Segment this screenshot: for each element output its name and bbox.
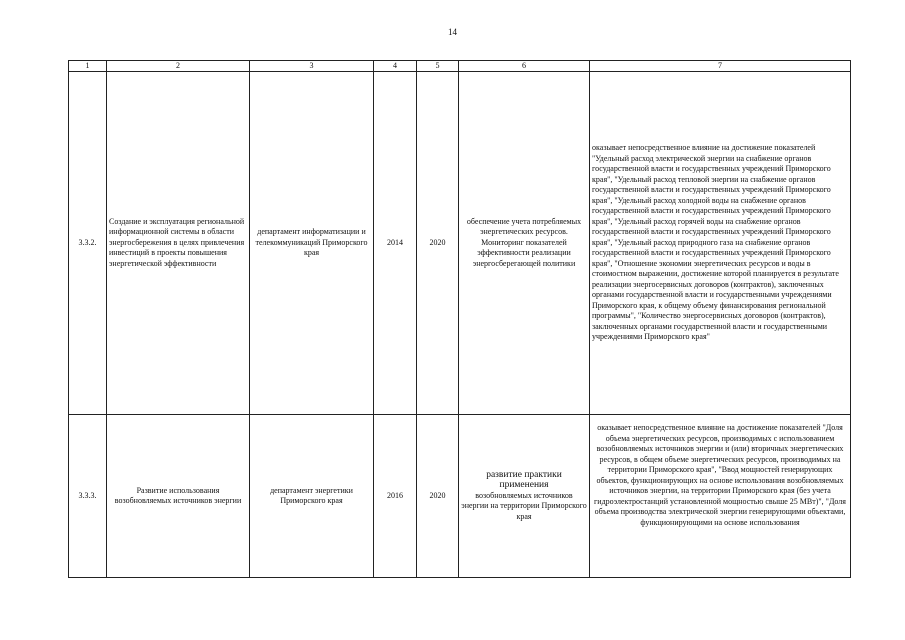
row-number: 3.3.3.: [69, 415, 107, 578]
indicator-impact-cell: [590, 415, 851, 578]
column-header: 3: [250, 61, 374, 72]
indicator-impact: оказывает непосредственное влияние на достижение показателей "Удельный расход электрической энергии на снабжение органов государственной власти и государственных учреждений Приморского края", "Удельный расход тепловой энергии на снабжение органов государственной власти и государственных учреждений Приморского края", "Удельный расход холодной воды на снабжение органов государственной власти и государственных учреждений Приморского края", "Удельный расход горячей воды на снабжение органов государственной власти и государственных учреждений Приморского края", "Удельный расход природного газа на снабжение органов государственной власти и государственных учреждений Приморского края", "Отношение экономии энергетических ресурсов и воды в стоимостном выражении, достижение которой планируется в результате реализации энергосервисных договоров (контрактов), заключенных органами государственной власти и государственными учреждениями Приморского края, к общему объему финансирования региональной программы", "Количество энергосервисных договоров (контрактов), заключенных органами государственной власти и государственными учреждениями Приморского края": [590, 72, 851, 415]
expected-result-rest: возобновляемых источников энергии на территории Приморского края: [461, 490, 587, 521]
indicator-impact: оказывает непосредственное влияние на достижение показателей "Доля объема энергетических ресурсов, производимых с использованием возобновляемых источников энергии и (или) вторичных энергетических ресурсов, в общем объеме энергетических ресурсов, производимых на территории Приморского края", "Ввод мощностей генерирующих объектов, функционирующих на основе использования возобновляемых источников энергии, на территории Приморского края (без учета гидроэлектростанций установленной мощностью свыше 25 МВт)", "Доля объема производства электрической энергии генерирующими объектами, функционирующими на основе использования: [594, 423, 846, 527]
row-number: 3.3.2.: [69, 72, 107, 415]
responsible-executor: департамент информатизации и телекоммуникаций Приморского края: [250, 72, 374, 415]
expected-result-main: развитие практики применения: [486, 469, 562, 491]
end-year: 2020: [417, 72, 459, 415]
table-row: [69, 415, 851, 578]
expected-result: [459, 415, 590, 578]
column-header: 2: [107, 61, 250, 72]
column-header: 1: [69, 61, 107, 72]
column-header: 6: [459, 61, 590, 72]
end-year: 2020: [417, 415, 459, 578]
measures-table: [68, 60, 851, 578]
measure-name: Развитие использования возобновляемых источников энергии: [107, 415, 250, 578]
column-header: 4: [374, 61, 417, 72]
start-year: 2014: [374, 72, 417, 415]
measure-name: Создание и эксплуатация региональной информационной системы в области энергосбережения в целях привлечения инвестиций в проекты повышения энергетической эффективности: [107, 72, 250, 415]
responsible-executor: департамент энергетики Приморского края: [250, 415, 374, 578]
start-year: 2016: [374, 415, 417, 578]
column-header: 7: [590, 61, 851, 72]
page-number: 14: [448, 27, 457, 37]
expected-result: обеспечение учета потребляемых энергетических ресурсов. Мониторинг показателей эффективности реализации энергосберегающей политики: [459, 72, 590, 415]
table-row: [69, 72, 851, 415]
table-header-row: [69, 61, 851, 72]
column-header: 5: [417, 61, 459, 72]
